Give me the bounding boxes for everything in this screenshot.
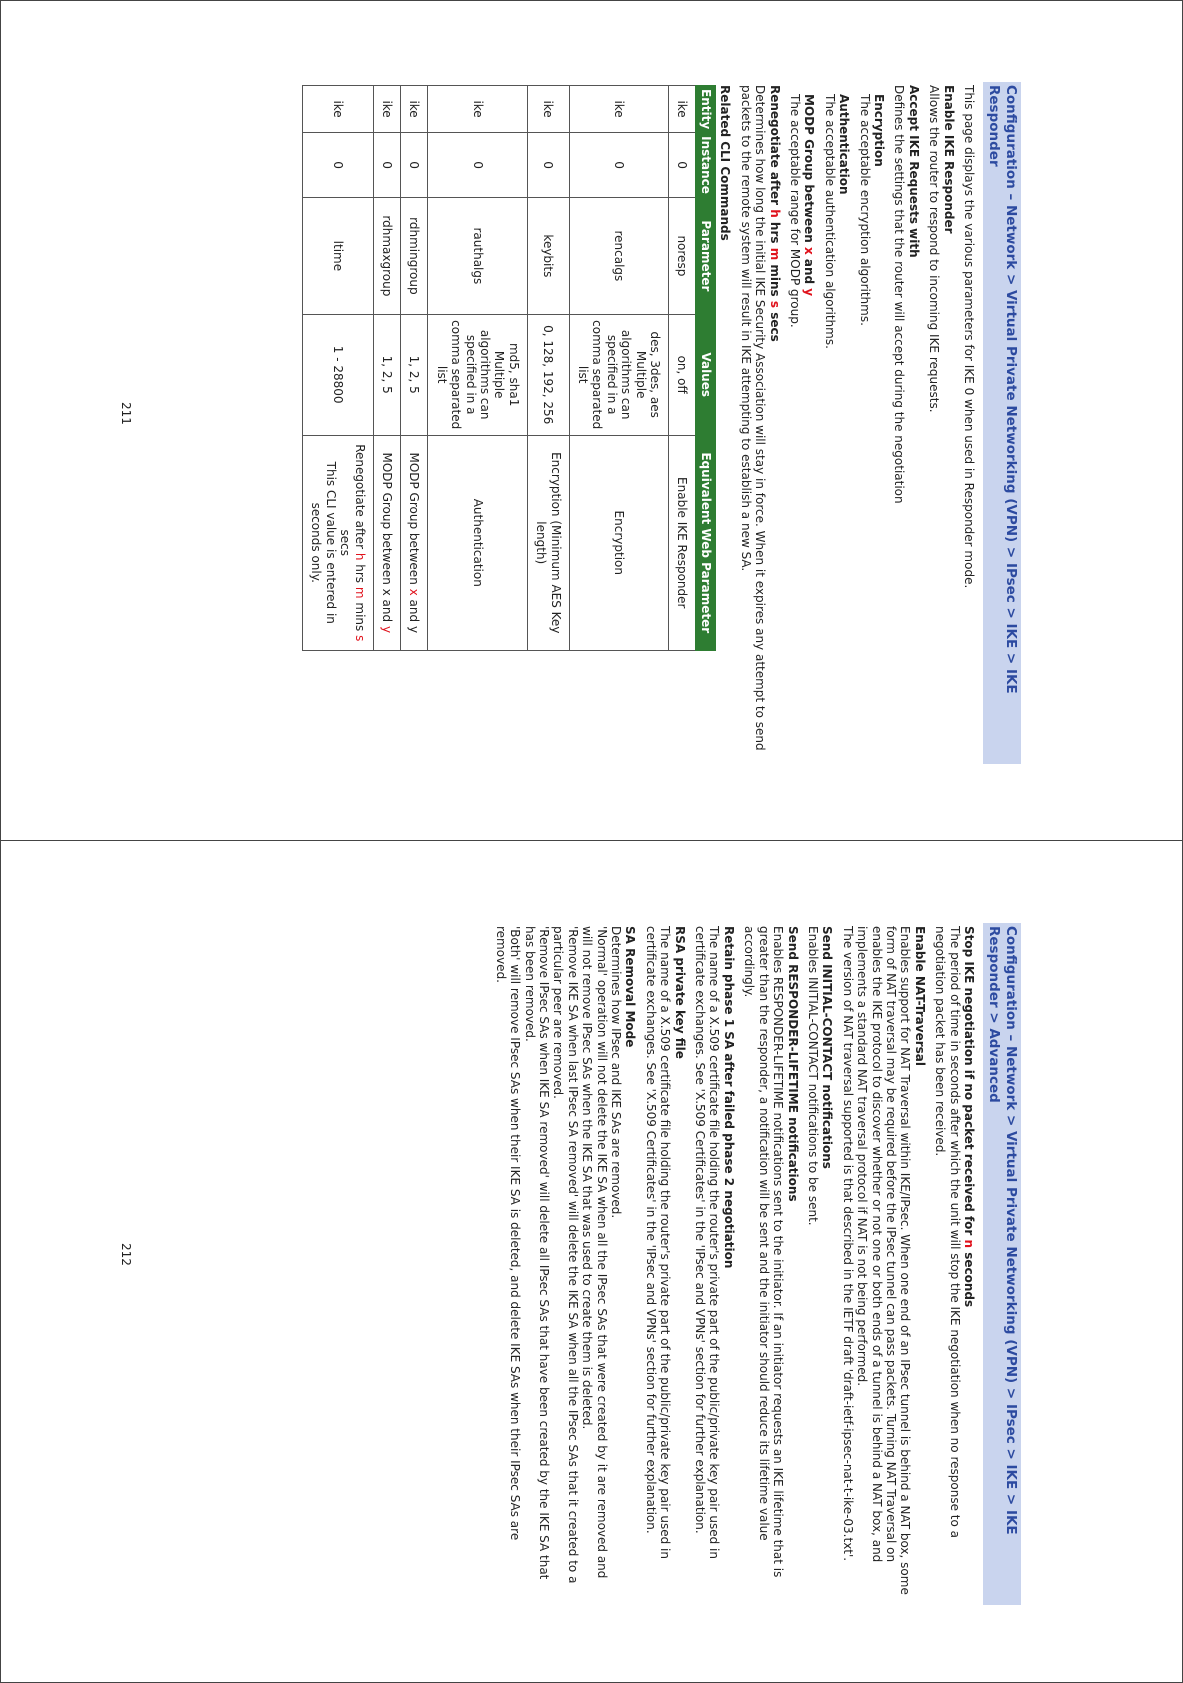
nat-traversal-version: The version of NAT traversal supported is that described in the IETF draft 'draft-ietf-ipsec-nat-t-ike-03.txt'. xyxy=(840,926,855,1562)
nat-traversal-desc: Enables support for NAT Traversal within IKE/IPsec. When one end of an IPsec tunnel is behind a NAT box, some form of NAT traversal may be required before the IPsec tunnel can pass packets. Turning NAT Traversal on enables the IKE protocol to discover whether or not one or both ends of a tunnel is behind a NAT box, and implements a standard NAT traversal protocol if NAT is not being performed. xyxy=(855,926,913,1595)
encryption-desc: The acceptable encryption algorithms. xyxy=(857,94,872,326)
cell-web-parameter: Encryption (Minimum AES Key length) xyxy=(527,435,569,650)
cell-values: 1, 2, 5 xyxy=(373,314,400,435)
initial-contact-desc: Enables INITIAL-CONTACT notifications to be sent. xyxy=(805,926,820,1226)
page-body xyxy=(493,926,976,1598)
table-row xyxy=(669,86,696,651)
page-body xyxy=(302,85,976,757)
cell-entity: ike xyxy=(401,86,428,133)
cell-parameter: rencalgs xyxy=(569,197,668,314)
cell-values: 1 - 28800 xyxy=(302,314,373,435)
table-header-row xyxy=(696,86,715,651)
page-number: 211 xyxy=(119,402,133,425)
cell-parameter: rdhmingroup xyxy=(401,197,428,314)
table-row xyxy=(373,86,400,651)
intro-text: This page displays the various parameters for IKE 0 when used in Responder mode. xyxy=(962,85,976,589)
cell-entity: ike xyxy=(527,86,569,133)
page-title-breadcrumb: Configuration – Network > Virtual Private Networking (VPN) > IPsec > IKE > IKE Responder xyxy=(983,82,1021,764)
col-values: Values xyxy=(696,314,715,435)
page-number: 212 xyxy=(119,1243,133,1266)
cell-instance: 0 xyxy=(373,133,400,198)
cell-web-parameter: Encryption xyxy=(569,435,668,650)
cell-entity: ike xyxy=(569,86,668,133)
sa-removal-normal: 'Normal' operation will not delete the IKE SA when all the IPsec SAs that were created by it are removed and will not remove IPsec SAs when the IKE SA that was used to create them is deleted. xyxy=(580,926,609,1579)
responder-lifetime-heading: Send RESPONDER-LIFETIME notifications xyxy=(785,926,800,1202)
table-row xyxy=(569,86,668,651)
cell-web-parameter: Enable IKE Responder xyxy=(669,435,696,650)
cell-instance: 0 xyxy=(669,133,696,198)
page-212 xyxy=(0,841,1183,1661)
cell-instance: 0 xyxy=(401,133,428,198)
col-entity: Entity xyxy=(696,86,715,133)
cell-instance: 0 xyxy=(569,133,668,198)
col-web-parameter: Equivalent Web Parameter xyxy=(696,435,715,650)
cell-values: on, off xyxy=(669,314,696,435)
rsa-key-file-heading: RSA private key file xyxy=(672,926,687,1059)
cell-instance: 0 xyxy=(527,133,569,198)
related-cli-heading: Related CLI Commands xyxy=(718,85,733,241)
cell-parameter: ltime xyxy=(302,197,373,314)
table-row xyxy=(527,86,569,651)
nat-traversal-heading: Enable NAT-Traversal xyxy=(912,926,927,1067)
cell-parameter: rdhmaxgroup xyxy=(373,197,400,314)
table-row xyxy=(428,86,527,651)
col-instance: Instance xyxy=(696,133,715,198)
col-parameter: Parameter xyxy=(696,197,715,314)
sa-removal-ike: 'Remove IKE SA when last IPsec SA removed' will delete the IKE SA when all the IPsec SAs that it created to a particular peer are removed. xyxy=(551,926,580,1584)
cell-entity: ike xyxy=(373,86,400,133)
stop-ike-negotiation-heading: Stop IKE negotiation if no packet received for n seconds xyxy=(962,926,976,1308)
renegotiate-desc: Determines how long the initial IKE Security Association will stay in force. When it expires any attempt to send packets to the remote system will result in IKE attempting to establish a new SA. xyxy=(738,85,768,751)
stop-ike-negotiation-desc: The period of time in seconds after which the unit will stop the IKE negotiation when no response to a negotiation packet has been received. xyxy=(933,926,962,1538)
authentication-desc: The acceptable authentication algorithms. xyxy=(822,94,837,349)
cell-parameter: keybits xyxy=(527,197,569,314)
enable-ike-responder-desc: Allows the router to respond to incoming IKE requests. xyxy=(927,85,942,413)
initial-contact-heading: Send INITIAL-CONTACT notifications xyxy=(820,926,835,1169)
rsa-key-file-desc: The name of a X.509 certificate file holding the router's private part of the public/private key pair used in certificate exchanges. See 'X.509 Certificates' in the 'IPsec and VPNs' section for further explanation. xyxy=(643,926,673,1559)
modp-group-heading: MODP Group between x and y xyxy=(802,94,817,297)
cell-instance: 0 xyxy=(428,133,527,198)
enable-ike-responder-heading: Enable IKE Responder xyxy=(941,85,956,234)
cell-web-parameter: Authentication xyxy=(428,435,527,650)
renegotiate-heading: Renegotiate after h hrs m mins s secs xyxy=(767,85,782,342)
modp-group-desc: The acceptable range for MODP group. xyxy=(787,94,802,328)
cell-parameter: noresp xyxy=(669,197,696,314)
table-row xyxy=(401,86,428,651)
sa-removal-heading: SA Removal Mode xyxy=(623,926,638,1048)
cell-values: md5, sha1 Multiple algorithms can specified in a comma separated list xyxy=(428,314,527,435)
cell-values: 0, 128, 192, 256 xyxy=(527,314,569,435)
retain-phase1-desc: The name of a X.509 certificate file holding the router's private part of the public/private key pair used in certificate exchanges. See 'X.509 Certificates' in the 'IPsec and VPNs' section for further explanation. xyxy=(693,926,722,1559)
sa-removal-desc: Determines how IPsec and IKE SAs are removed. xyxy=(609,926,624,1219)
cli-commands-table xyxy=(302,85,716,651)
cell-parameter: rauthalgs xyxy=(428,197,527,314)
cell-entity: ike xyxy=(302,86,373,133)
authentication-heading: Authentication xyxy=(837,94,852,195)
sa-removal-ipsec: 'Remove IPsec SAs when IKE SA removed' will delete all IPsec SAs that have been created by the IKE SA that has been removed. xyxy=(522,926,552,1580)
accept-ike-requests-heading: Accept IKE Requests with xyxy=(906,85,921,258)
cell-note: This CLI value is entered in seconds only. xyxy=(309,461,338,624)
cell-values: 1, 2, 5 xyxy=(401,314,428,435)
cell-entity: ike xyxy=(428,86,527,133)
cell-instance: 0 xyxy=(302,133,373,198)
responder-lifetime-desc: Enables RESPONDER-LIFETIME notifications sent to the initiator. If an initiator requests an IKE lifetime that is greater than the responder, a notification will be sent and the initiator should reduce its lifetime value accordingly. xyxy=(742,926,786,1578)
cell-web-parameter: MODP Group between x and y xyxy=(373,435,400,650)
page-title-breadcrumb: Configuration – Network > Virtual Private Networking (VPN) > IPsec > IKE > IKE Responder > Advanced xyxy=(983,923,1021,1605)
cell-entity: ike xyxy=(669,86,696,133)
page-211 xyxy=(0,0,1183,820)
retain-phase1-heading: Retain phase 1 SA after failed phase 2 negotiation xyxy=(721,926,736,1269)
cell-values: des, 3des, aes Multiple algorithms can specified in a comma separated list xyxy=(569,314,668,435)
cell-web-parameter: Renegotiate after h hrs m mins s secs This CLI value is entered in seconds only. xyxy=(302,435,373,650)
cell-web-parameter: MODP Group between x and y xyxy=(401,435,428,650)
accept-ike-requests-desc: Defines the settings that the router will accept during the negotiation xyxy=(892,85,907,504)
encryption-heading: Encryption xyxy=(871,94,886,167)
table-row xyxy=(302,86,373,651)
sa-removal-both: 'Both' will remove IPsec SAs when their IKE SA is deleted, and delete IKE SAs when their IPsec SAs are removed. xyxy=(493,926,523,1541)
